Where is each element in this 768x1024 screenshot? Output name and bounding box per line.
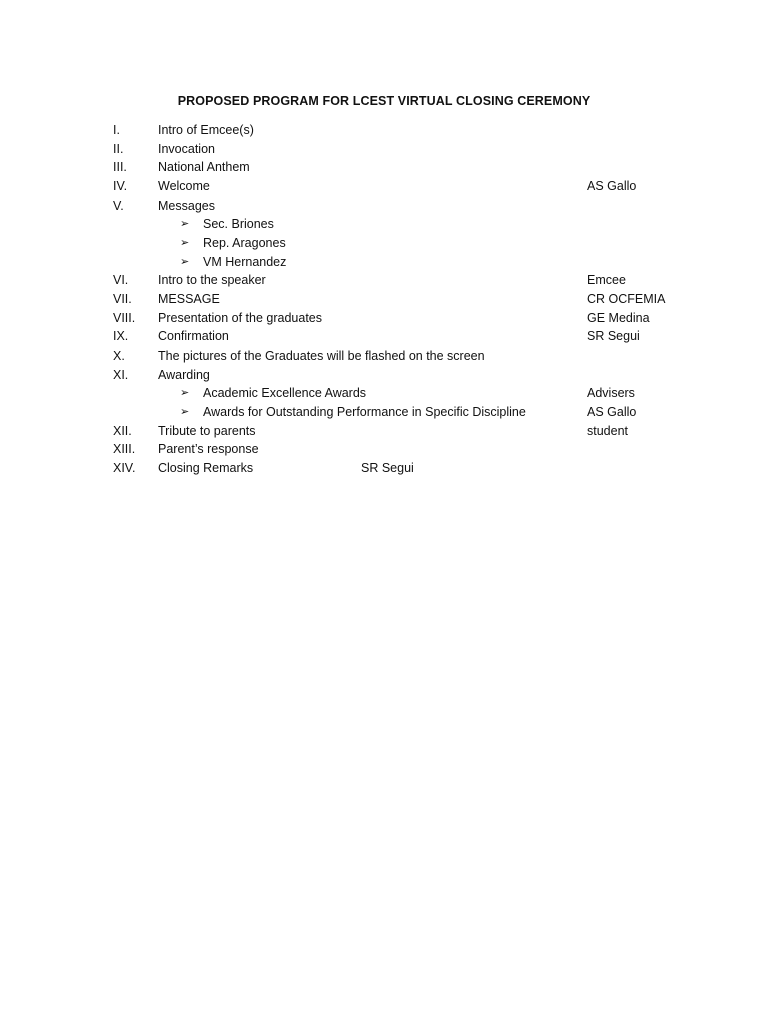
item-number: XIII. [113, 442, 136, 456]
item-text: Intro to the speaker [158, 273, 266, 287]
item-responsible: AS Gallo [587, 179, 637, 193]
item-text: Presentation of the graduates [158, 311, 323, 325]
sub-item [0, 403, 768, 421]
item-text: Confirmation [158, 329, 229, 343]
item-number: I. [113, 123, 120, 137]
item-text: Closing Remarks [158, 461, 254, 475]
sub-item-text: Rep. Aragones [203, 236, 286, 250]
item-responsible: AS Gallo [587, 405, 637, 419]
program-item [0, 422, 768, 440]
sub-item [0, 234, 768, 252]
sub-item-text: Academic Excellence Awards [203, 386, 367, 400]
arrow-bullet-icon: ➢ [180, 406, 190, 418]
item-number: X. [113, 349, 125, 363]
item-number: IX. [113, 329, 129, 343]
program-item [0, 158, 768, 176]
item-responsible: SR Segui [361, 461, 414, 475]
item-number: XII. [113, 424, 132, 438]
sub-item-text: Sec. Briones [203, 217, 274, 231]
sub-item [0, 253, 768, 271]
program-item [0, 459, 768, 477]
item-text: The pictures of the Graduates will be flashed on the screen [158, 349, 485, 363]
arrow-bullet-icon: ➢ [180, 218, 190, 230]
item-responsible: Emcee [587, 273, 626, 287]
item-number: XI. [113, 368, 129, 382]
item-number: II. [113, 142, 124, 156]
item-text: Messages [158, 199, 215, 213]
item-responsible: student [587, 424, 629, 438]
item-number: V. [113, 199, 124, 213]
program-item [0, 177, 768, 195]
program-item [0, 327, 768, 345]
sub-item [0, 384, 768, 402]
program-item [0, 366, 768, 384]
item-number: VI. [113, 273, 129, 287]
item-responsible: GE Medina [587, 311, 650, 325]
item-text: Parent’s response [158, 442, 259, 456]
page-title: PROPOSED PROGRAM FOR LCEST VIRTUAL CLOSING CEREMONY [177, 94, 591, 108]
program-item [0, 140, 768, 158]
item-text: National Anthem [158, 160, 250, 174]
item-number: IV. [113, 179, 128, 193]
sub-item-text: VM Hernandez [203, 255, 287, 269]
sub-item-text: Awards for Outstanding Performance in Specific Discipline [203, 405, 526, 419]
item-number: VII. [113, 292, 132, 306]
program-item [0, 347, 768, 365]
arrow-bullet-icon: ➢ [180, 256, 190, 268]
program-item [0, 440, 768, 458]
item-text: Invocation [158, 142, 215, 156]
item-text: Awarding [158, 368, 210, 382]
item-number: VIII. [113, 311, 136, 325]
item-number: III. [113, 160, 127, 174]
item-text: Intro of Emcee(s) [158, 123, 254, 137]
arrow-bullet-icon: ➢ [180, 237, 190, 249]
arrow-bullet-icon: ➢ [180, 387, 190, 399]
item-text: MESSAGE [158, 292, 220, 306]
item-text: Welcome [158, 179, 210, 193]
program-item [0, 290, 768, 308]
program-item [0, 309, 768, 327]
item-responsible: CR OCFEMIA [587, 292, 666, 306]
item-responsible: SR Segui [587, 329, 640, 343]
sub-item [0, 215, 768, 233]
program-item [0, 121, 768, 139]
item-responsible: Advisers [587, 386, 635, 400]
item-number: XIV. [113, 461, 136, 475]
item-text: Tribute to parents [158, 424, 256, 438]
program-item [0, 271, 768, 289]
program-item [0, 197, 768, 215]
